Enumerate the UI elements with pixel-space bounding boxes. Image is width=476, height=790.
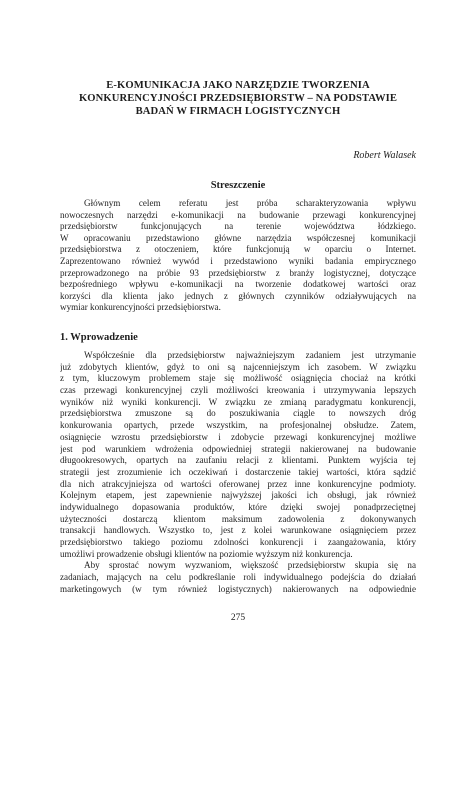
abstract-heading: Streszczenie — [210, 180, 266, 191]
body-line: osiągnięcie wzrostu przedsiębiorstw i zdobycie przewagi konkurencyjnej możliwe — [60, 431, 416, 442]
body-line: Współcześnie dla przedsiębiorstw najważniejszym zadaniem jest utrzymanie — [84, 350, 416, 360]
page-number: 275 — [230, 613, 246, 623]
body-line: Aby sprostać nowym wyzwaniom, większość przedsiębiorstw skupia się na — [84, 560, 416, 571]
body-line: czas przewagi konkurencyjnej czyli możliwości kreowania i utrzymywania lepszych — [60, 385, 416, 396]
body-line: wyników niż wyniki konkurencji. W związku ze zmianą paradygmatu konkurencji, — [60, 396, 416, 407]
body-line: konkurowania opartych, przede wszystkim, na profesjonalnej obsłudze. Zatem, — [60, 420, 416, 431]
body-line: zadaniach, mających na celu podkreślanie roli indywidualnego podejścia do działań — [60, 572, 416, 583]
abstract-line: Zaprezentowano również wywód i przedstawiono wyniki badania empirycznego — [60, 255, 416, 266]
abstract-line: W opracowaniu przedstawiono główne narzędzia współczesnej komunikacji — [60, 232, 416, 243]
abstract-line: Głównym celem referatu jest próba scharakteryzowania wpływu — [84, 198, 416, 208]
body-line: indywidualnego dopasowania produktów, które dzięki swojej ponadprzeciętnej — [60, 501, 416, 512]
body-line: umożliwi prowadzenie obsługi klientów na poziomie wyższym niż konkurencja. — [60, 548, 353, 559]
abstract-line: przedsiębiorstwa z otoczeniem, które funkcjonują w oparciu o Internet. — [60, 244, 416, 255]
abstract-body — [60, 198, 416, 314]
body-line: transakcji handlowych. Wszystko to, jest z kolei warunkowane osiągnięciem przez — [60, 525, 416, 536]
section-heading: 1. Wprowadzenie — [60, 332, 138, 343]
body-line: już zdobytych klientów, gdyż to oni są najcenniejszym ich zasobem. W związku — [60, 361, 416, 372]
title-line: KONKURENCYJNOŚCI PRZEDSIĘBIORSTW – NA PODSTAWIE — [78, 93, 398, 104]
abstract-line: wymiar konkurencyjności przedsiębiorstwa. — [60, 302, 221, 313]
body-line: dla nich atrakcyjniejsza od wartości oferowanej przez inne konkurencyjne podmioty. — [60, 478, 416, 489]
abstract-line: bezpośredniego wpływu e-komunikacji na tworzenie dodatkowej wartości oraz — [60, 279, 416, 290]
section-body — [60, 350, 416, 595]
abstract-line: przedsiębiorstw funkcjonujących na terenie województwa łódzkiego. — [60, 221, 416, 232]
body-line: przedsiębiorstwo takiego poziomu zdolności konkurencji i zaangażowania, który — [60, 537, 416, 547]
body-line: jest pod warunkiem wdrożenia odpowiedniej strategii nakierowanej na budowanie — [60, 443, 416, 454]
body-line: przedsiębiorstwa zmuszone są do poszukiwania ciągle to nowszych dróg — [60, 408, 416, 419]
body-line: Kolejnym etapem, jest zapewnienie najwyższej jakości ich obsługi, jak również — [60, 490, 416, 501]
abstract-line: nowoczesnych narzędzi e-komunikacji na budowanie przewagi konkurencyjnej — [60, 209, 416, 220]
body-line: strategii jest zrozumienie ich oczekiwań i dostarczenie takiej wartości, która sądzić — [60, 466, 416, 477]
paper-title — [60, 79, 416, 118]
body-line: marketingowych (w tym również logistycznych) nakierowanych na odpowiednie — [60, 583, 416, 594]
title-line: BADAŃ W FIRMACH LOGISTYCZNYCH — [135, 106, 341, 117]
author-name: Robert Walasek — [353, 150, 416, 161]
abstract-line: korzyści dla klienta jako jednych z głównych czynników odziaływujących na — [60, 290, 416, 301]
body-line: z tym, kluczowym problemem staje się możliwość osiągnięcia chociaż na krótki — [60, 373, 416, 384]
title-line: E-KOMUNIKACJA JAKO NARZĘDZIE TWORZENIA — [106, 80, 370, 91]
body-line: użyteczności dostarczą klientom maksimum zadowolenia z dokonywanych — [60, 513, 416, 524]
abstract-line: przeprowadzonego na próbie 93 przedsiębiorstw z branży logistycznej, dotyczące — [60, 267, 416, 278]
body-line: długookresowych, opartych na zaufaniu relacji z klientami. Punktem wyjścia tej — [60, 455, 416, 466]
